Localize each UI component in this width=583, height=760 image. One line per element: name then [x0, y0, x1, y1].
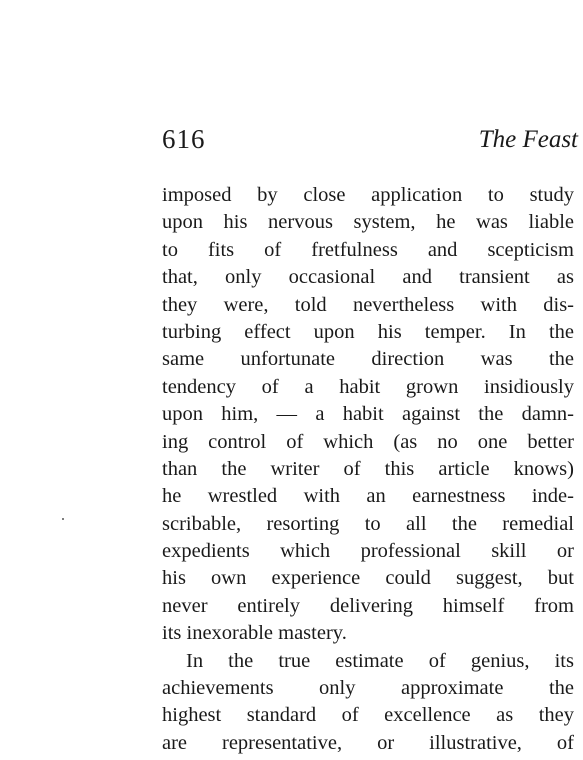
- body-text: [162, 182, 574, 757]
- text-line: turbing effect upon his temper. In the: [162, 320, 574, 343]
- text-line: upon his nervous system, he was liable: [162, 211, 574, 234]
- text-line: In the true estimate of genius, its: [186, 649, 574, 672]
- text-line: ing control of which (as no one better: [162, 430, 574, 453]
- text-line: scribable, resorting to all the remedial: [162, 512, 574, 535]
- text-line: upon him, — a habit against the damn-: [162, 403, 574, 426]
- text-line: to fits of fretfulness and scepticism: [162, 238, 574, 261]
- text-line: he wrestled with an earnestness inde-: [162, 485, 574, 508]
- text-line: expedients which professional skill or: [162, 540, 574, 563]
- text-line: his own experience could suggest, but: [162, 567, 574, 590]
- text-line: tendency of a habit grown insidiously: [162, 375, 574, 398]
- text-line: are representative, or illustrative, of: [162, 731, 574, 754]
- text-line: its inexorable mastery.: [162, 622, 347, 645]
- text-line: highest standard of excellence as they: [162, 704, 574, 727]
- paragraph-1: [162, 182, 574, 648]
- text-line: same unfortunate direction was the: [162, 348, 574, 371]
- text-line: imposed by close application to study: [162, 184, 574, 206]
- text-line: never entirely delivering himself from: [162, 594, 574, 617]
- running-title: The Feast: [478, 126, 578, 153]
- text-line: achievements only approximate the: [162, 677, 574, 700]
- page-number: 616: [162, 124, 206, 154]
- running-head: [162, 124, 578, 160]
- text-line: they were, told nevertheless with dis-: [162, 293, 574, 316]
- text-line: than the writer of this article knows): [162, 457, 574, 480]
- paragraph-2: [162, 648, 574, 758]
- print-speck: [62, 518, 64, 520]
- text-line: that, only occasional and transient as: [162, 266, 574, 289]
